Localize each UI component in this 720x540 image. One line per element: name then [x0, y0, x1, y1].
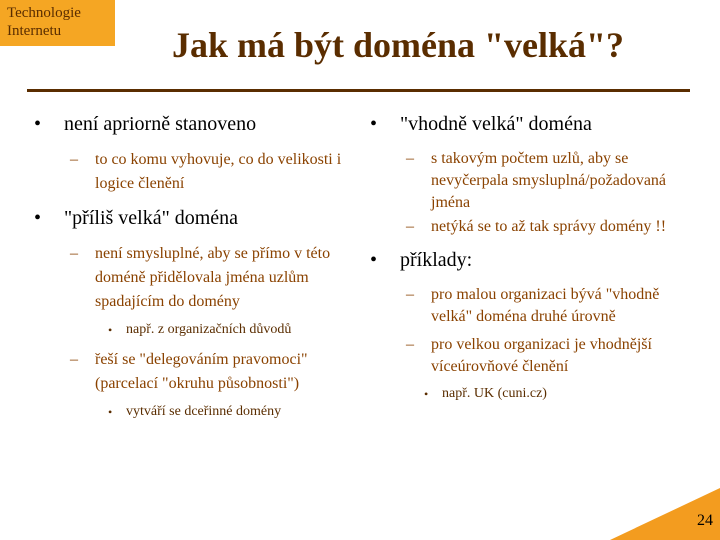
bullet-icon: • — [108, 323, 113, 337]
bullet-text: není apriorně stanoveno — [64, 113, 257, 135]
bullet-level1 — [370, 248, 690, 272]
bullet-text: pro malou organizaci bývá "vhodně velká" doména druhé úrovně — [431, 286, 660, 325]
dash-icon: – — [406, 286, 414, 303]
bullet-level1 — [34, 112, 356, 136]
bullet-level2 — [70, 242, 356, 314]
course-label-line2: Internetu — [7, 23, 62, 39]
bullet-text: příklady: — [400, 249, 473, 271]
bullet-text: s takovým počtem uzlů, aby se nevyčerpala smysluplná/požadovaná jména — [431, 150, 667, 211]
bullet-icon: • — [108, 405, 113, 419]
bullet-level2 — [406, 148, 690, 214]
bullet-icon: • — [370, 249, 378, 271]
dash-icon: – — [406, 336, 414, 353]
bullet-text: pro velkou organizaci je vhodnější víceúrovňové členění — [431, 336, 652, 375]
bullet-level3 — [424, 384, 690, 404]
dash-icon: – — [70, 351, 78, 368]
dash-icon: – — [406, 218, 414, 235]
bullet-level2 — [406, 334, 690, 378]
bullet-text: vytváří se dceřinné domény — [126, 404, 282, 419]
dash-icon: – — [70, 245, 78, 262]
bullet-level1 — [34, 206, 356, 230]
course-label-line1: Technologie — [7, 5, 81, 21]
bullet-text: netýká se to až tak správy domény !! — [431, 218, 667, 235]
dash-icon: – — [70, 151, 78, 168]
bullet-icon: • — [34, 113, 42, 135]
bullet-text: např. UK (cuni.cz) — [442, 386, 547, 401]
left-column — [34, 112, 356, 430]
bullet-text: není smysluplné, aby se přímo v této doméně přidělovala jména uzlům spadajícím do domény — [95, 245, 331, 310]
bullet-text: řeší se "delegováním pravomoci" (parcelací "okruhu působnosti") — [95, 351, 308, 392]
bullet-icon: • — [34, 207, 42, 229]
bullet-icon: • — [424, 387, 429, 401]
dash-icon: – — [406, 150, 414, 167]
right-column — [370, 112, 690, 412]
bullet-level2 — [406, 216, 690, 238]
bullet-level2 — [406, 284, 690, 328]
bullet-text: to co komu vyhovuje, co do velikosti i logice členění — [95, 151, 342, 192]
bullet-level1 — [370, 112, 690, 136]
bullet-text: "příliš velká" doména — [64, 207, 239, 229]
bullet-text: "vhodně velká" doména — [400, 113, 592, 135]
page-number: 24 — [697, 512, 713, 529]
bullet-level3 — [108, 320, 356, 340]
bullet-text: např. z organizačních důvodů — [126, 322, 292, 337]
bullet-level2 — [70, 148, 356, 196]
course-label — [0, 0, 115, 46]
bullet-level3 — [108, 402, 356, 422]
slide-title: Jak má být doména "velká"? — [172, 25, 625, 65]
title-divider — [27, 89, 690, 92]
bullet-level2 — [70, 348, 356, 396]
bullet-icon: • — [370, 113, 378, 135]
